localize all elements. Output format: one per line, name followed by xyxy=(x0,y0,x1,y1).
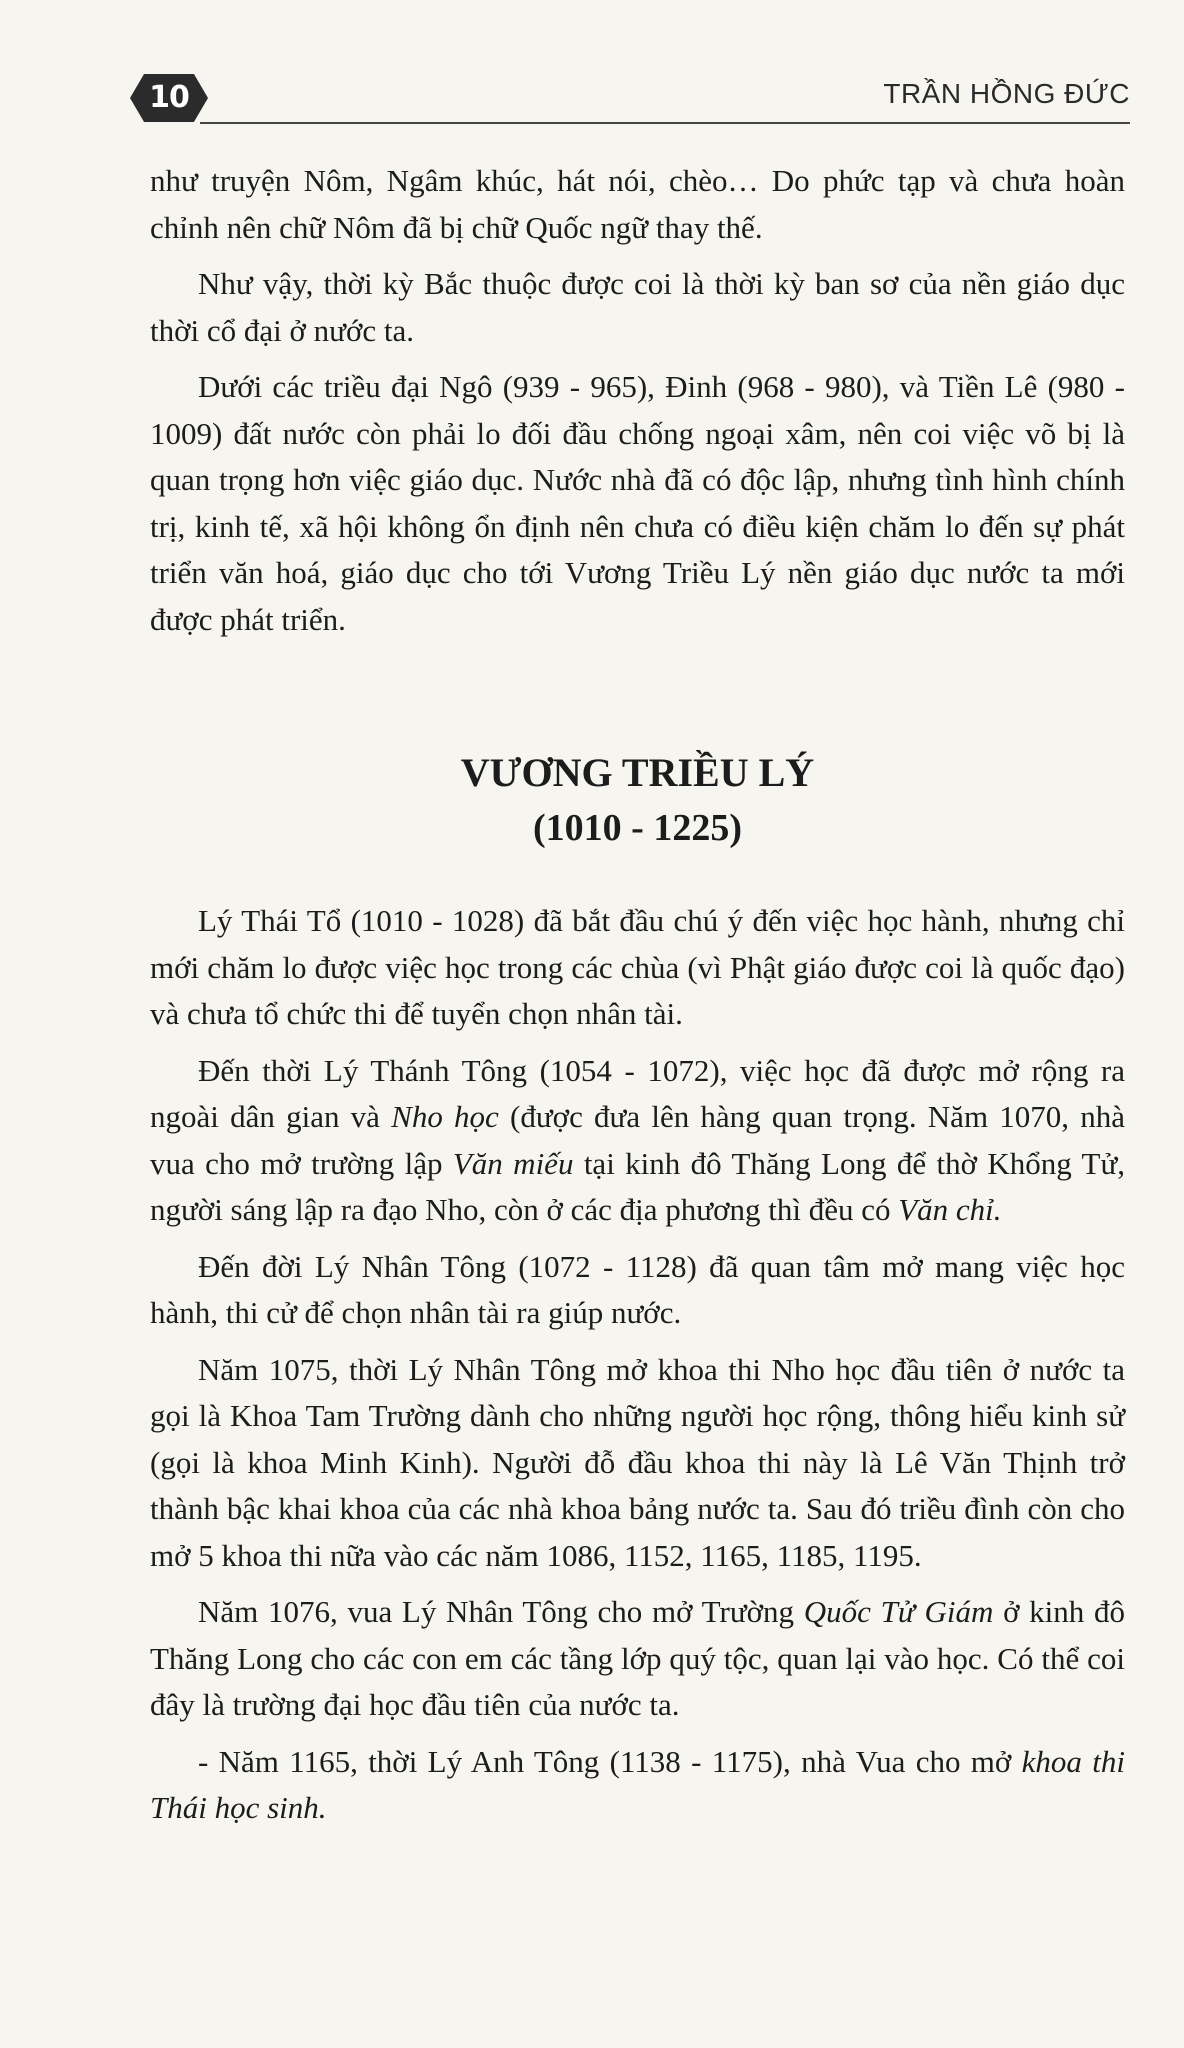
text-run: Đến thời Lý Thánh Tông (1054 - 1072), việc học đã được mở rộng ra ngoài dân gian và xyxy=(150,1052,1125,1134)
text-run: tại kinh đô Thăng Long để thờ Khổng Tử, người sáng lập ra đạo Nho, còn ở các địa phương thì đều có xyxy=(150,1145,1126,1227)
text-run: Năm 1076, vua Lý Nhân Tông cho mở Trường xyxy=(198,1594,804,1629)
paragraph-continuation: như truyện Nôm, Ngâm khúc, hát nói, chèo… Do phức tạp và chưa hoàn chỉnh nên chữ Nôm đã bị chữ Quốc ngữ thay thế. xyxy=(150,163,1125,245)
text-run: ở kinh đô Thăng Long cho các con em các tầng lớp quý tộc, quan lại vào học. Có thể coi đây là trường đại học đầu tiên của nước ta. xyxy=(150,1594,1126,1722)
italic-term: khoa thi Thái học sinh. xyxy=(150,1743,1125,1825)
page-number: 10 xyxy=(149,80,189,115)
page-header xyxy=(130,62,1130,126)
ly-dynasty-text xyxy=(150,898,1125,1832)
section-years: (1010 - 1225) xyxy=(533,807,742,849)
text-run: (được đưa lên hàng quan trọng. Năm 1070, nhà vua cho mở trường lập xyxy=(150,1099,1126,1181)
paragraph xyxy=(150,1589,1125,1729)
running-head-author: TRẦN HỒNG ĐỨC xyxy=(883,78,1130,109)
paragraph xyxy=(150,1739,1125,1832)
header-rule xyxy=(200,122,1130,124)
paragraph: Như vậy, thời kỳ Bắc thuộc được coi là thời kỳ ban sơ của nền giáo dục thời cổ đại ở nước ta. xyxy=(150,266,1125,348)
italic-term: Nho học xyxy=(391,1099,499,1134)
paragraph: Lý Thái Tổ (1010 - 1028) đã bắt đầu chú ý đến việc học hành, nhưng chỉ mới chăm lo được việc học trong các chùa (vì Phật giáo được coi là quốc đạo) và chưa tổ chức thi để tuyển chọn nhân tài. xyxy=(150,903,1125,1031)
paragraph: Đến đời Lý Nhân Tông (1072 - 1128) đã quan tâm mở mang việc học hành, thi cử để chọn nhân tài ra giúp nước. xyxy=(150,1248,1125,1330)
section-title: VƯƠNG TRIỀU LÝ xyxy=(460,750,815,795)
text-run: - Năm 1165, thời Lý Anh Tông (1138 - 1175), nhà Vua cho mở xyxy=(198,1743,1022,1779)
section-heading xyxy=(150,745,1125,855)
italic-term: Văn miếu xyxy=(452,1145,574,1181)
paragraph: Dưới các triều đại Ngô (939 - 965), Đinh (968 - 980), và Tiền Lê (980 - 1009) đất nước còn phải lo đối đầu chống ngoại xâm, nên coi việc võ bị là quan trọng hơn việc giáo dục. Nước nhà đã có độc lập, nhưng tình hình chính trị, kinh tế, xã hội không ổn định nên chưa có điều kiện chăm lo đến sự phát triển văn hoá, giáo dục cho tới Vương Triều Lý nền giáo dục nước ta mới được phát triển. xyxy=(150,369,1125,637)
paragraph xyxy=(150,1048,1125,1234)
italic-term: Quốc Tử Giám xyxy=(803,1594,994,1629)
paragraph: Năm 1075, thời Lý Nhân Tông mở khoa thi Nho học đầu tiên ở nước ta gọi là Khoa Tam Trường dành cho những người học rộng, thông hiểu kinh sử (gọi là khoa Minh Kinh). Người đỗ đầu khoa thi này là Lê Văn Thịnh trở thành bậc khai khoa của các nhà khoa bảng nước ta. Sau đó triều đình còn cho mở 5 khoa thi nữa vào các năm 1086, 1152, 1165, 1185, 1195. xyxy=(150,1351,1125,1573)
intro-text xyxy=(150,158,1125,643)
italic-term: Văn chỉ. xyxy=(898,1192,1002,1227)
